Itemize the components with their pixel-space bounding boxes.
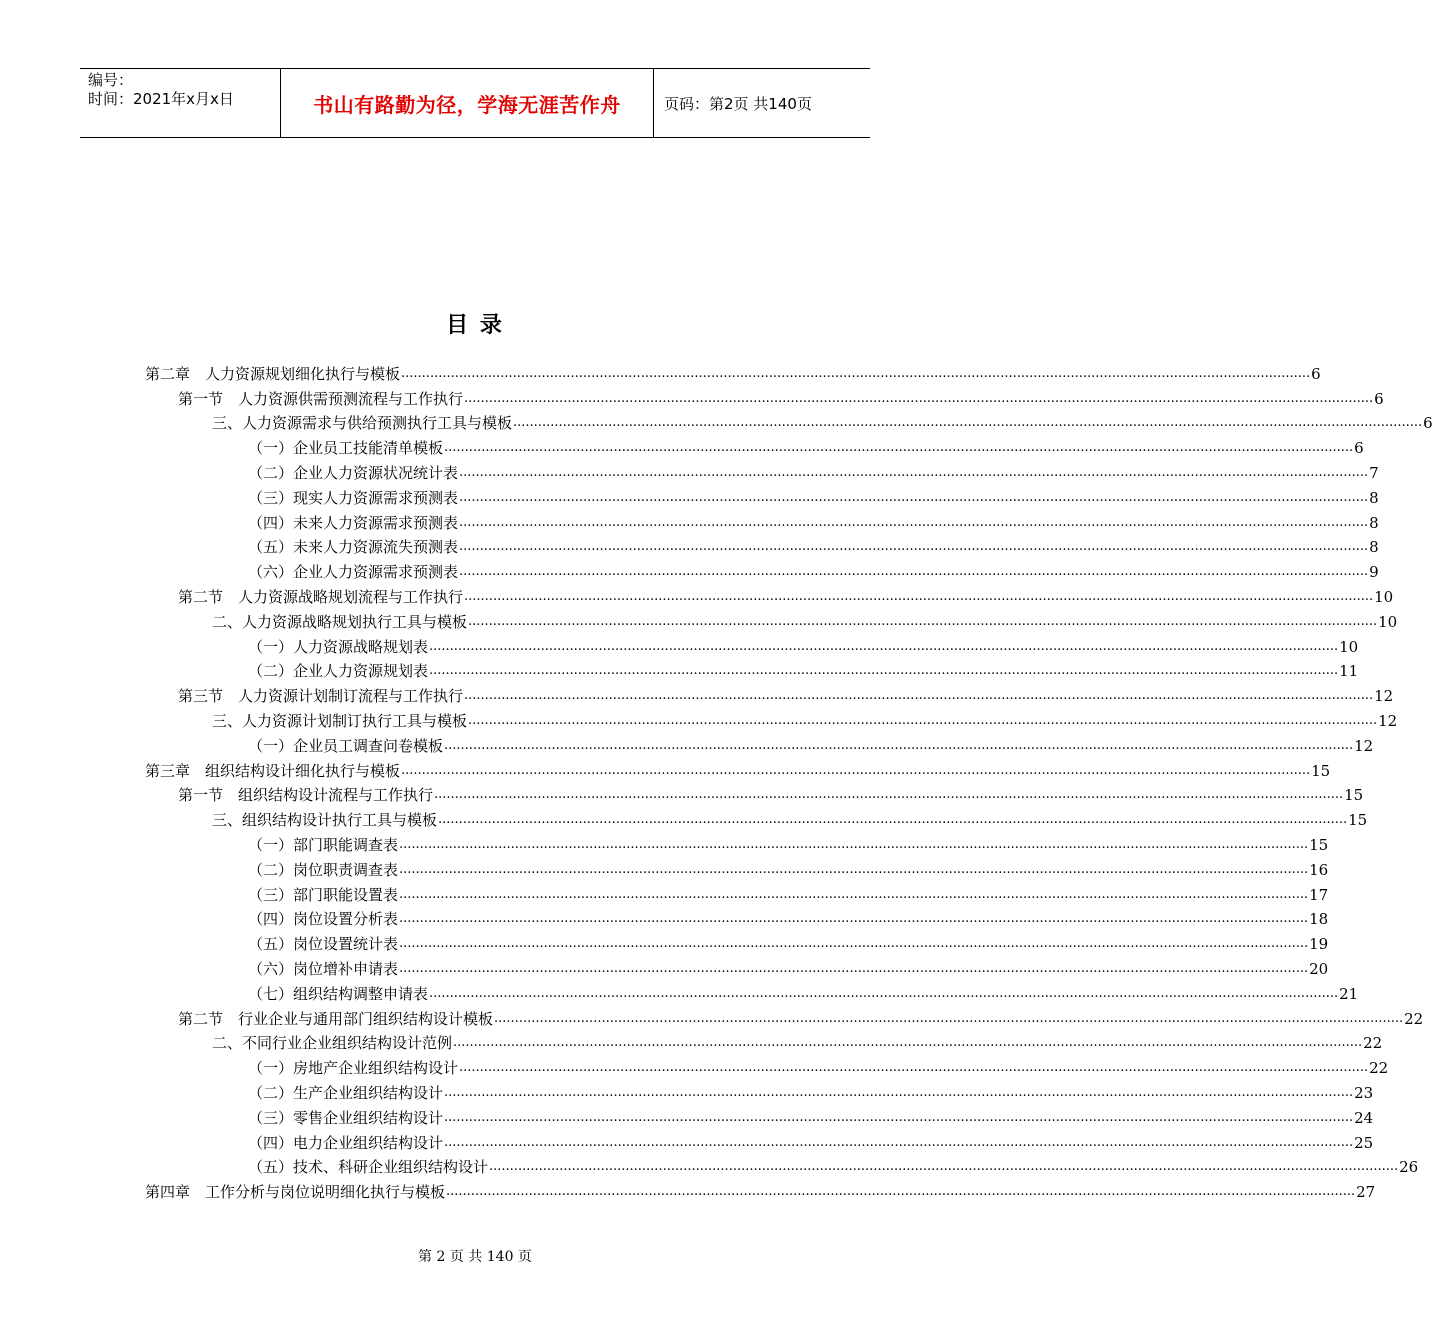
toc-entry-page: 6 — [1423, 414, 1433, 433]
toc-entry-page: 22 — [1404, 1009, 1424, 1028]
toc-leader-dots: ............................................................................................................................................................................................................................ — [459, 489, 1369, 505]
toc-entry[interactable] — [178, 582, 1394, 607]
toc-entry[interactable] — [178, 1004, 1424, 1029]
toc-entry-page: 8 — [1369, 538, 1379, 557]
toc-leader-dots: ............................................................................................................................................................................................................................ — [399, 836, 1309, 852]
toc-leader-dots: ............................................................................................................................................................................................................................ — [453, 1035, 1363, 1051]
toc-entry-page: 6 — [1311, 364, 1321, 383]
toc-entry[interactable] — [248, 1103, 1374, 1128]
toc-leader-dots: ............................................................................................................................................................................................................................ — [464, 390, 1374, 406]
toc-entry-page: 12 — [1378, 711, 1398, 730]
toc-entry-title: （一）部门职能调查表 — [248, 835, 399, 854]
toc-entry-title: （六）企业人力资源需求预测表 — [248, 563, 459, 582]
toc-entry[interactable] — [248, 632, 1359, 657]
toc-entry-page: 16 — [1309, 860, 1329, 879]
toc-entry[interactable] — [145, 756, 1331, 781]
toc-leader-dots: ............................................................................................................................................................................................................................ — [459, 514, 1369, 530]
toc-entry-title: （二）生产企业组织结构设计 — [248, 1083, 444, 1102]
toc-entry-title: 三、组织结构设计执行工具与模板 — [212, 811, 438, 830]
toc-entry-title: （五）未来人力资源流失预测表 — [248, 538, 459, 557]
toc-leader-dots: ............................................................................................................................................................................................................................ — [459, 464, 1369, 480]
toc-entry-title: （三）部门职能设置表 — [248, 885, 399, 904]
toc-entry-title: 第三章 组织结构设计细化执行与模板 — [145, 761, 401, 780]
toc-entry[interactable] — [248, 905, 1329, 930]
toc-entry[interactable] — [248, 1078, 1374, 1103]
toc-entry[interactable] — [248, 979, 1359, 1004]
toc-leader-dots: ............................................................................................................................................................................................................................ — [444, 440, 1354, 456]
toc-entry-title: 第二章 人力资源规划细化执行与模板 — [145, 364, 401, 383]
toc-entry[interactable] — [248, 433, 1364, 458]
toc-entry[interactable] — [248, 880, 1329, 905]
toc-leader-dots: ............................................................................................................................................................................................................................ — [399, 936, 1309, 952]
toc-entry[interactable] — [212, 409, 1433, 434]
toc-entry-title: 二、人力资源战略规划执行工具与模板 — [212, 612, 468, 631]
toc-leader-dots: ............................................................................................................................................................................................................................ — [401, 762, 1311, 778]
toc-entry-page: 8 — [1369, 488, 1379, 507]
toc-entry-page: 17 — [1309, 885, 1329, 904]
toc-entry-page: 11 — [1339, 662, 1359, 681]
toc-entry-title: 第二节 人力资源战略规划流程与工作执行 — [178, 587, 464, 606]
header-meta — [80, 69, 281, 137]
page-footer: 第 2 页 共 140 页 — [418, 1249, 532, 1265]
toc-leader-dots: ............................................................................................................................................................................................................................ — [444, 1084, 1354, 1100]
toc-entry[interactable] — [248, 1128, 1374, 1153]
toc-entry[interactable] — [248, 458, 1379, 483]
toc-entry-title: （七）组织结构调整申请表 — [248, 984, 429, 1003]
toc-entry-title: （一）企业员工技能清单模板 — [248, 439, 444, 458]
toc-leader-dots: ............................................................................................................................................................................................................................ — [399, 886, 1309, 902]
toc-leader-dots: ............................................................................................................................................................................................................................ — [434, 787, 1344, 803]
toc-entry-page: 12 — [1354, 736, 1374, 755]
toc-entry-page: 22 — [1363, 1034, 1383, 1053]
toc-entry-title: （一）人力资源战略规划表 — [248, 637, 429, 656]
toc-entry[interactable] — [248, 483, 1379, 508]
toc-entry[interactable] — [248, 830, 1329, 855]
toc-leader-dots: ............................................................................................................................................................................................................................ — [446, 1184, 1356, 1200]
toc-entry-page: 15 — [1311, 761, 1331, 780]
toc-entry-page: 25 — [1354, 1133, 1374, 1152]
header-number-label: 编号： — [88, 71, 134, 89]
toc-entry[interactable] — [248, 954, 1329, 979]
toc-entry-title: 第四章 工作分析与岗位说明细化执行与模板 — [145, 1183, 446, 1202]
toc-leader-dots: ............................................................................................................................................................................................................................ — [464, 588, 1374, 604]
toc-entry-page: 26 — [1399, 1158, 1419, 1177]
toc-entry-page: 15 — [1309, 835, 1329, 854]
toc-entry-title: （二）企业人力资源规划表 — [248, 662, 429, 681]
toc-entry-title: 第二节 行业企业与通用部门组织结构设计模板 — [178, 1009, 494, 1028]
toc-entry[interactable] — [212, 1029, 1383, 1054]
toc-entry[interactable] — [248, 855, 1329, 880]
toc-entry-page: 6 — [1374, 389, 1384, 408]
toc-entry[interactable] — [248, 657, 1359, 682]
toc-entry-title: 二、不同行业企业组织结构设计范例 — [212, 1034, 453, 1053]
toc-leader-dots: ............................................................................................................................................................................................................................ — [399, 960, 1309, 976]
toc-entry-page: 6 — [1354, 439, 1364, 458]
toc-entry-title: （二）岗位职责调查表 — [248, 860, 399, 879]
toc-entry[interactable] — [178, 384, 1384, 409]
toc-entry-title: 第三节 人力资源计划制订流程与工作执行 — [178, 687, 464, 706]
toc-entry-title: （三）现实人力资源需求预测表 — [248, 488, 459, 507]
header-page-info: 页码：第2页 共140页 — [664, 94, 812, 113]
toc-entry-page: 27 — [1356, 1183, 1376, 1202]
toc-entry[interactable] — [248, 533, 1379, 558]
toc-leader-dots: ............................................................................................................................................................................................................................ — [401, 365, 1311, 381]
toc-leader-dots: ............................................................................................................................................................................................................................ — [459, 564, 1369, 580]
toc-entry-page: 7 — [1369, 463, 1379, 482]
toc-entry-page: 21 — [1339, 984, 1359, 1003]
toc-entry-page: 20 — [1309, 959, 1329, 978]
toc-entry[interactable] — [212, 706, 1398, 731]
toc-entry-title: 第一节 人力资源供需预测流程与工作执行 — [178, 389, 464, 408]
toc-entry[interactable] — [248, 1153, 1419, 1178]
toc-leader-dots: ............................................................................................................................................................................................................................ — [429, 663, 1339, 679]
toc-entry[interactable] — [178, 781, 1364, 806]
toc-entry-title: （四）电力企业组织结构设计 — [248, 1133, 444, 1152]
toc-leader-dots: ............................................................................................................................................................................................................................ — [464, 688, 1374, 704]
toc-entry-title: （一）房地产企业组织结构设计 — [248, 1059, 459, 1078]
header-time-label: 时间：2021年x月x日 — [88, 90, 234, 108]
toc-leader-dots: ............................................................................................................................................................................................................................ — [444, 737, 1354, 753]
toc-leader-dots: ............................................................................................................................................................................................................................ — [444, 1109, 1354, 1125]
toc-entry-title: （四）岗位设置分析表 — [248, 910, 399, 929]
toc-entry[interactable] — [248, 731, 1374, 756]
toc-entry-page: 9 — [1369, 563, 1379, 582]
toc-entry[interactable] — [248, 1053, 1389, 1078]
toc-entry[interactable] — [248, 508, 1379, 533]
toc-leader-dots: ............................................................................................................................................................................................................................ — [429, 638, 1339, 654]
toc-leader-dots: ............................................................................................................................................................................................................................ — [459, 1060, 1369, 1076]
toc-leader-dots: ............................................................................................................................................................................................................................ — [459, 539, 1369, 555]
page-header — [80, 68, 870, 138]
toc-entry-title: （五）岗位设置统计表 — [248, 935, 399, 954]
toc-entry-page: 23 — [1354, 1083, 1374, 1102]
toc-entry[interactable] — [248, 929, 1329, 954]
toc-entry-title: （四）未来人力资源需求预测表 — [248, 513, 459, 532]
toc-leader-dots: ............................................................................................................................................................................................................................ — [438, 812, 1348, 828]
toc-leader-dots: ............................................................................................................................................................................................................................ — [444, 1134, 1354, 1150]
toc-entry-page: 24 — [1354, 1108, 1374, 1127]
toc-leader-dots: ............................................................................................................................................................................................................................ — [494, 1010, 1404, 1026]
toc-entry[interactable] — [145, 1177, 1376, 1202]
toc-leader-dots: ............................................................................................................................................................................................................................ — [399, 911, 1309, 927]
toc-entry-page: 15 — [1344, 786, 1364, 805]
toc-entry-page: 19 — [1309, 935, 1329, 954]
toc-entry-page: 18 — [1309, 910, 1329, 929]
toc-entry-title: 三、人力资源计划制订执行工具与模板 — [212, 711, 468, 730]
toc-entry-page: 10 — [1374, 587, 1394, 606]
toc-entry-page: 10 — [1378, 612, 1398, 631]
toc-entry-page: 8 — [1369, 513, 1379, 532]
toc-entry-title: 三、人力资源需求与供给预测执行工具与模板 — [212, 414, 513, 433]
toc-entry[interactable] — [178, 681, 1394, 706]
toc-entry-page: 15 — [1348, 811, 1368, 830]
toc-leader-dots: ............................................................................................................................................................................................................................ — [468, 613, 1378, 629]
toc-entry-page: 22 — [1369, 1059, 1389, 1078]
toc-entry-page: 10 — [1339, 637, 1359, 656]
toc-leader-dots: ............................................................................................................................................................................................................................ — [429, 985, 1339, 1001]
toc-entry-title: （三）零售企业组织结构设计 — [248, 1108, 444, 1127]
toc-entry[interactable] — [248, 557, 1379, 582]
header-motto: 书山有路勤为径，学海无涯苦作舟 — [281, 69, 654, 137]
toc-entry-title: （一）企业员工调查问卷模板 — [248, 736, 444, 755]
toc-leader-dots: ............................................................................................................................................................................................................................ — [399, 861, 1309, 877]
toc-leader-dots: ............................................................................................................................................................................................................................ — [513, 415, 1423, 431]
toc-title: 目 录 — [446, 313, 504, 338]
toc-entry-title: （五）技术、科研企业组织结构设计 — [248, 1158, 489, 1177]
toc-entry[interactable] — [212, 607, 1398, 632]
toc-entry-title: 第一节 组织结构设计流程与工作执行 — [178, 786, 434, 805]
toc-entry-page: 12 — [1374, 687, 1394, 706]
toc-leader-dots: ............................................................................................................................................................................................................................ — [468, 712, 1378, 728]
toc-entry-title: （二）企业人力资源状况统计表 — [248, 463, 459, 482]
toc-entry[interactable] — [145, 359, 1321, 384]
toc-entry-title: （六）岗位增补申请表 — [248, 959, 399, 978]
toc-entry[interactable] — [212, 805, 1368, 830]
toc-leader-dots: ............................................................................................................................................................................................................................ — [489, 1159, 1399, 1175]
